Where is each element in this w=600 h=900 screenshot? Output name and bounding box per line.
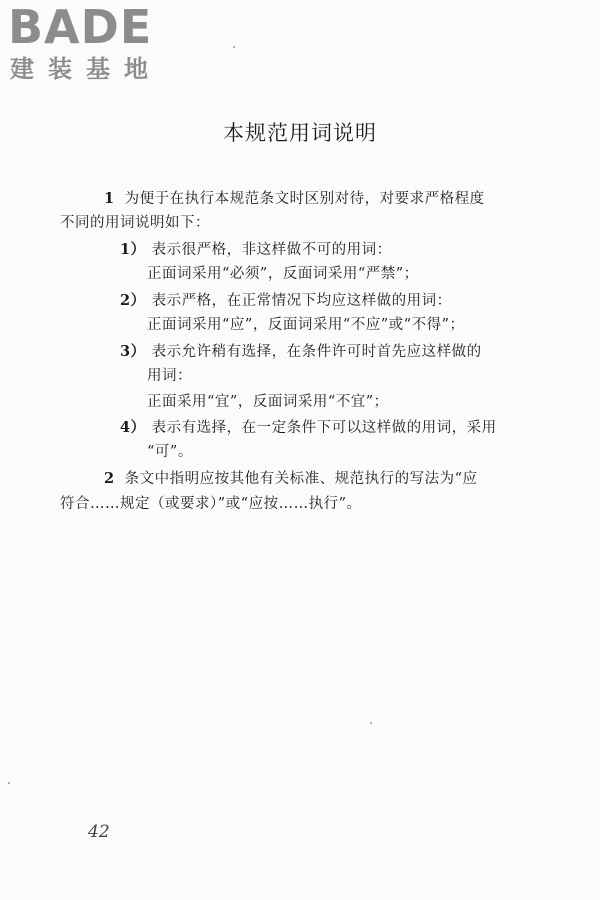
item-4-label: 4） bbox=[120, 419, 146, 436]
scan-speck bbox=[8, 782, 10, 784]
item-3-label: 3） bbox=[120, 343, 146, 360]
item-1-text-1: 表示很严格，非这样做不可的用词： bbox=[151, 242, 392, 258]
item-3-text-1: 表示允许稍有选择，在条件许可时首先应这样做的 bbox=[151, 344, 482, 360]
page-title: 本规范用词说明 bbox=[223, 121, 377, 145]
scan-speck bbox=[370, 722, 372, 724]
section-1-line-2: 不同的用词说明如下： bbox=[60, 215, 210, 231]
item-3-line-3: 正面采用“宜”，反面词采用“不宜”； bbox=[147, 394, 389, 410]
item-1-label: 1） bbox=[120, 241, 146, 258]
item-2-line-2: 正面词采用“应”，反面词采用“不应”或“不得”； bbox=[147, 317, 465, 333]
item-1-line-1 bbox=[120, 237, 392, 263]
section-2-number: 2 bbox=[104, 470, 115, 487]
section-2-text-1: 条文中指明应按其他有关标准、规范执行的写法为“应 bbox=[124, 471, 478, 487]
item-4-line-1 bbox=[120, 415, 497, 441]
item-2-text-1: 表示严格，在正常情况下均应这样做的用词： bbox=[151, 293, 452, 309]
section-1-text-1: 为便于在执行本规范条文时区别对待，对要求严格程度 bbox=[124, 191, 485, 207]
item-1-line-2: 正面词采用“必须”，反面词采用“严禁”； bbox=[147, 266, 419, 282]
item-2-line-1 bbox=[120, 288, 452, 314]
scan-speck bbox=[233, 46, 235, 48]
logo-cjk-text: 建装基地 bbox=[10, 55, 162, 83]
item-3-line-2: 用词： bbox=[147, 368, 192, 384]
item-2-label: 2） bbox=[120, 292, 146, 309]
page-number: 42 bbox=[88, 822, 110, 842]
item-4-text-1: 表示有选择，在一定条件下可以这样做的用词，采用 bbox=[151, 420, 497, 436]
logo-latin-text: BADE bbox=[8, 0, 153, 54]
section-2-line-2: 符合……规定（或要求）”或“应按……执行”。 bbox=[60, 496, 362, 512]
item-4-line-2: “可”。 bbox=[147, 444, 193, 460]
section-2-line-1 bbox=[104, 466, 478, 492]
bade-logo bbox=[8, 2, 178, 86]
section-1-line-1 bbox=[104, 186, 485, 212]
section-1-number: 1 bbox=[104, 190, 115, 207]
item-3-line-1 bbox=[120, 339, 482, 365]
